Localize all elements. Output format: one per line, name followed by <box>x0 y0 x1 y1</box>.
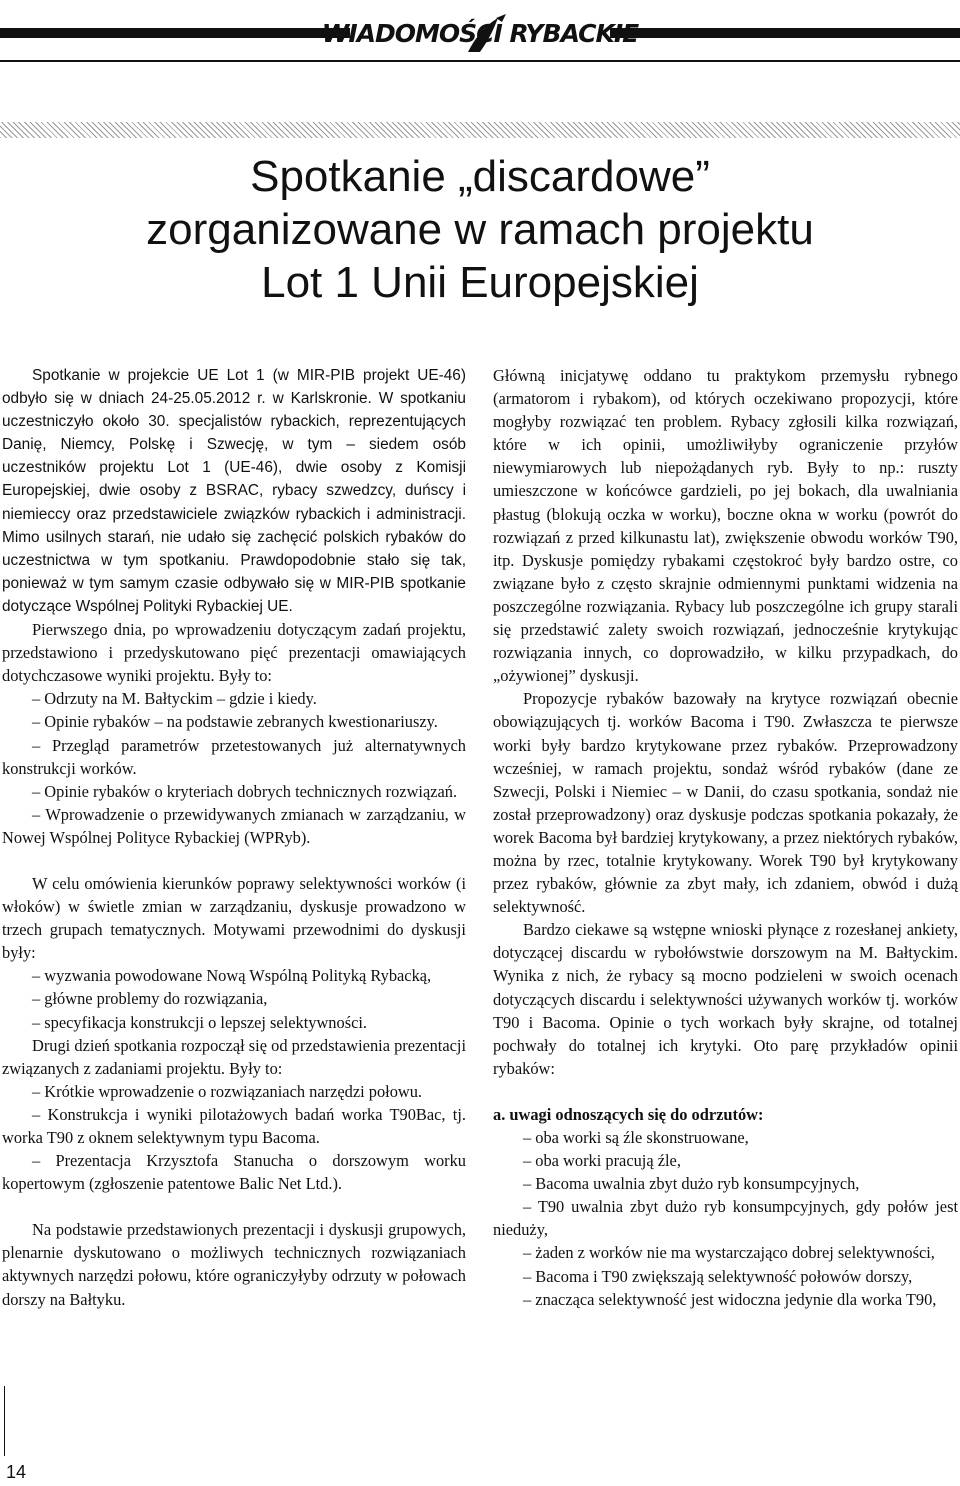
page-number: 14 <box>6 1462 27 1482</box>
opinion-item: – oba worki pracują źle, <box>523 1151 681 1171</box>
day1-item: – Wprowadzenie o przewidywanych zmianach w zarządzaniu, w Nowej Wspólnej Polityce Rybackiej (WPRyb). <box>2 804 466 847</box>
opinion-item: – Bacoma i T90 zwiększają selektywność połowów dorszy, <box>523 1266 913 1286</box>
day2-item: – Krótkie wprowadzenie o rozwiązaniach narzędzi połowu. <box>32 1081 423 1101</box>
right-paragraph-1: Główną inicjatywę oddano tu praktykom przemysłu rybnego (armatorom i rybakom), od których oczekiwano propozycji, które mogłyby rozwiązać ten problem. Rybacy zgłosili kilka rozwiązań, które w ich opinii, umożliwiłyby ograniczenie przyłów niewymiarowych lub niepożądanych ryb. Były to np.: ruszty umieszczone w końcówce gardzieli, po jej bokach, dla uwalniania płastug (blokują oczka w worku), boczne okna w worku (powrót do rozwiązań z przed kilkunastu lat), zwiększenie obwodu worków T90, itp. Dyskusje pomiędzy rybakami częstokroć były bardzo ostre, co związane było z często skrajnie odmiennymi punktami widzenia na poszczególne rozwiązania. Rybacy lub poszczególne ich grupy starali się przedstawić zalety swoich rozwiązań, jednocześnie krytykując rozwiązania innych, co doprowadziło, w kilku przypadkach, do „ożywionej” dyskusji. <box>493 366 958 686</box>
masthead-title: WIADOMOŚCI RYBACKIE <box>321 19 639 48</box>
day1-item: – Opinie rybaków – na podstawie zebranych kwestionariuszy. <box>32 712 438 732</box>
article-title-line: Spotkanie „discardowe” <box>250 152 710 201</box>
right-paragraph-2: Propozycje rybaków bazowały na krytyce rozwiązań obecnie obowiązujących tj. worków Bacoma i T90. Zwłaszcza te pierwsze worki były bardzo krytykowane przez rybaków. Przeprowadzony wcześniej, w ramach projektu, sondaż wśród rybaków (dane ze Szwecji, Polski i Niemiec – w Danii, do czasu spotkania, sondaż nie został przeprowadzony) oraz dyskusje podczas spotkania pokazały, że worek Bacoma był bardziej krytykowany, a przez niektórych rybaków, można by rzec, totalnie krytykowany. Worek T90 był krytykowany przez rybaków, głównie za zbyt mały, ich zdaniem, obwód i dużą selektywność. <box>493 689 958 917</box>
left-paragraph-4: Drugi dzień spotkania rozpoczął się od przedstawienia prezentacji związanych z zadaniami projektu. Były to: <box>2 1035 466 1078</box>
masthead-bar-right <box>610 28 960 38</box>
article-title-line: Lot 1 Unii Europejskiej <box>261 258 699 307</box>
opinion-item: – oba worki są źle skonstruowane, <box>523 1128 749 1147</box>
footer-rule <box>4 1386 5 1456</box>
right-paragraph-3: Bardzo ciekawe są wstępne wnioski płynące z rozesłanej ankiety, dotyczącej discardu w rybołówstwie dorszowym na M. Bałtyckim. Wynika z nich, że rybacy są mocno podzieleni w swoich ocenach dotyczących discardu i selektywności używanych worków tj. worków T90 i Bacoma. Opinie o tych workach były skrajne, od totalnej pochwały do totalnej ich krytyki. Oto parę przykładów opinii rybaków: <box>493 920 958 1078</box>
masthead-bar-left <box>0 28 350 38</box>
paragraph-gap <box>2 849 466 872</box>
opinion-item: – T90 uwalnia zbyt dużo ryb konsumpcyjnych, gdy połów jest nieduży, <box>493 1197 958 1240</box>
day1-item: – Opinie rybaków o kryteriach dobrych technicznych rozwiązań. <box>32 781 458 801</box>
right-column <box>493 364 958 1311</box>
paragraph-gap <box>2 1195 466 1218</box>
opinion-item: – znacząca selektywność jest widoczna jedynie dla worka T90, <box>523 1289 937 1309</box>
header-hatch-band <box>0 122 960 138</box>
left-paragraph-2: Pierwszego dnia, po wprowadzeniu dotyczącym zadań projektu, przedstawiono i przedyskutowano pięć prezentacji omawiających dotychczasowe wyniki projektu. Były to: <box>2 620 466 686</box>
left-paragraph-1: Spotkanie w projekcie UE Lot 1 (w MIR-PIB projekt UE-46) odbyło się w dniach 24-25.05.2012 r. w Karlskronie. W spotkaniu uczestniczyło około 30. specjalistów rybackich, reprezentujących Danię, Niemcy, Polskę i Szwecję, w tym – siedem osób uczestników projektu Lot 1 (UE-46), dwie osoby z Komisji Europejskiej, dwie osoby z BSRAC, rybacy szwedzcy, duńscy i niemieccy oraz przedstawiciele związków rybackich i administracji. Mimo usilnych starań, nie udało się zachęcić polskich rybaków do uczestnictwa w tym spotkaniu. Prawdopodobnie stało się tak, ponieważ w tym samym czasie odbywało się w MIR-PIB spotkanie dotyczące Wspólnej Polityki Rybackiej UE. <box>2 367 466 615</box>
day2-item: – Konstrukcja i wyniki pilotażowych badań worka T90Bac, tj. worka T90 z oknem selektywnym typu Bacoma. <box>2 1104 466 1147</box>
article-title-line: zorganizowane w ramach projektu <box>146 205 814 254</box>
left-column <box>2 364 466 1311</box>
masthead-rule <box>0 60 960 62</box>
day1-item: – Przegląd parametrów przetestowanych już alternatywnych konstrukcji worków. <box>2 735 466 778</box>
theme-item: – specyfikacja konstrukcji o lepszej selektywności. <box>32 1012 367 1032</box>
section-heading: a. uwagi odnoszących się do odrzutów: <box>493 1104 764 1124</box>
article-title <box>40 150 920 309</box>
opinion-item: – żaden z worków nie ma wystarczająco dobrej selektywności, <box>523 1243 935 1263</box>
opinion-item: – Bacoma uwalnia zbyt dużo ryb konsumpcyjnych, <box>523 1174 860 1194</box>
masthead-logo <box>321 12 639 58</box>
left-paragraph-5: Na podstawie przedstawionych prezentacji i dyskusji grupowych, plenarnie dyskutowano o możliwych technicznych rozwiązaniach aktywnych narzędzi połowu, które ograniczyłyby odrzuty w połowach dorszy na Bałtyku. <box>2 1220 466 1309</box>
day1-item: – Odrzuty na M. Bałtyckim – gdzie i kiedy. <box>32 689 317 709</box>
day2-item: – Prezentacja Krzysztofa Stanucha o dorszowym worku kopertowym (zgłoszenie patentowe Balic Net Ltd.). <box>2 1151 466 1194</box>
theme-item: – wyzwania powodowane Nową Wspólną Polityką Rybacką, <box>32 966 432 986</box>
left-paragraph-3: W celu omówienia kierunków poprawy selektywności worków (i włoków) w świetle zmian w zarządzaniu, dyskusje prowadzono w trzech grupach tematycznych. Motywami przewodnimi do dyskusji były: <box>2 873 466 963</box>
theme-item: – główne problemy do rozwiązania, <box>32 989 268 1009</box>
